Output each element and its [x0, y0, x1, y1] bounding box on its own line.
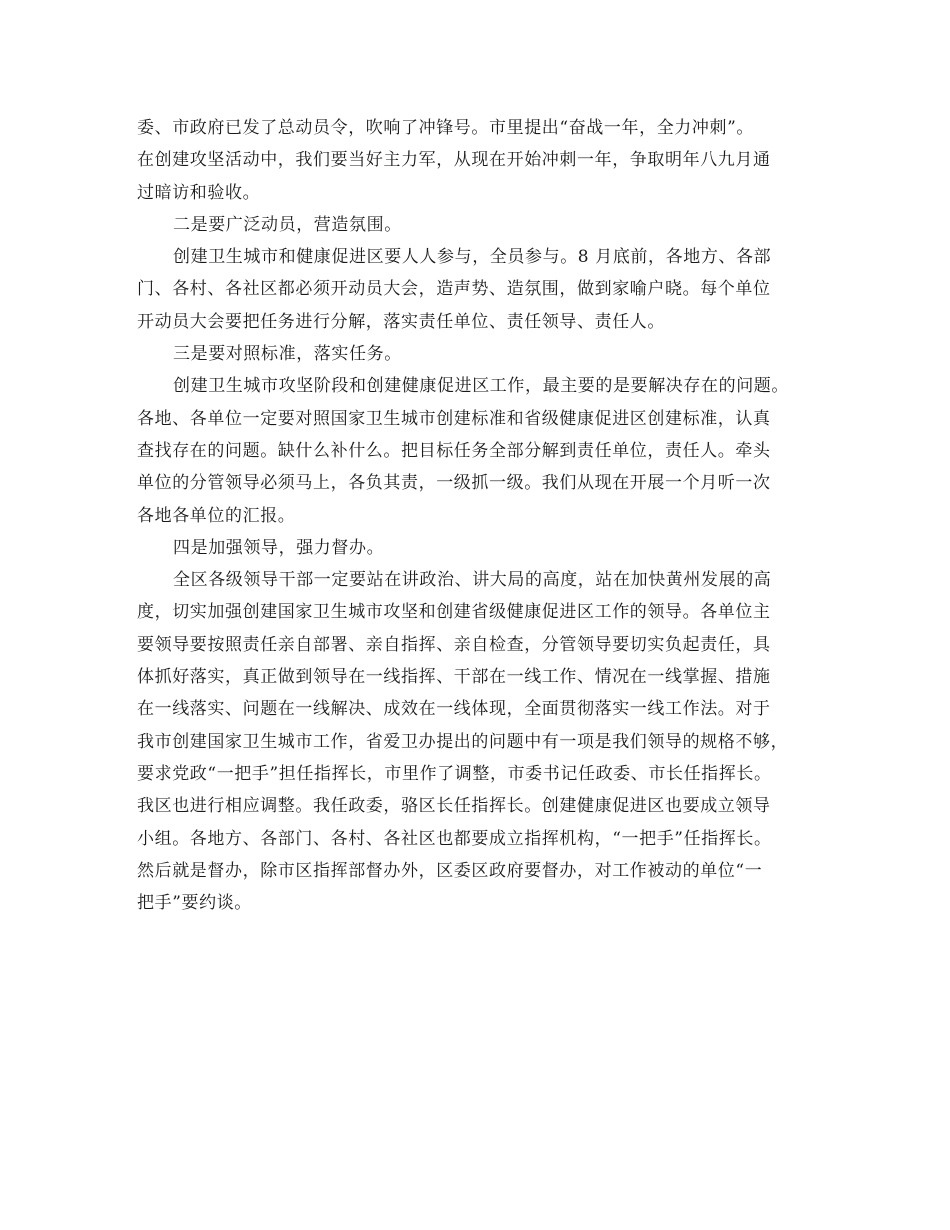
- text-line: 体抓好落实，真正做到领导在一线指挥、干部在一线工作、情况在一线掌握、措施: [137, 667, 771, 688]
- section-heading: [137, 338, 817, 370]
- text-line: 各地各单位的汇报。: [137, 505, 296, 526]
- text-line: 我区也进行相应调整。我任政委，骆区长任指挥长。创建健康促进区也要成立领导: [137, 796, 771, 817]
- text-line: 然后就是督办，除市区指挥部督办外，区委区政府要督办，对工作被动的单位“一: [137, 860, 763, 881]
- text-line: 度，切实加强创建国家卫生城市攻坚和创建省级健康促进区工作的领导。各单位主: [137, 602, 771, 623]
- text-line: 四是加强领导，强力督办。: [173, 537, 385, 558]
- paragraph: [137, 112, 817, 209]
- text-line: 要求党政“一把手”担任指挥长，市里作了调整，市委书记任政委、市长任指挥长。: [137, 763, 772, 784]
- text-line: 要领导要按照责任亲自部署、亲自指挥、亲自检查，分管领导要切实负起责任，具: [137, 634, 771, 655]
- text-line: 我市创建国家卫生城市工作，省爱卫办提出的问题中有一项是我们领导的规格不够，: [137, 731, 789, 752]
- text-line: 二是要广泛动员，营造氛围。: [173, 214, 402, 235]
- text-line: 在创建攻坚活动中，我们要当好主力军，从现在开始冲刺一年，争取明年八九月通: [137, 150, 771, 171]
- paragraph: [137, 370, 817, 531]
- text-line: 创建卫生城市攻坚阶段和创建健康促进区工作，最主要的是要解决存在的问题。: [173, 376, 789, 397]
- paragraph: [137, 241, 817, 338]
- text-line: 全区各级领导干部一定要站在讲政治、讲大局的高度，站在加快黄州发展的高: [173, 570, 772, 591]
- text-line: 创建卫生城市和健康促进区要人人参与，全员参与。8 月底前，各地方、各部: [173, 247, 772, 268]
- text-line: 委、市政府已发了总动员令，吹响了冲锋号。市里提出“奋战一年，全力冲刺”。: [137, 118, 754, 138]
- text-line: 在一线落实、问题在一线解决、成效在一线体现，全面贯彻落实一线工作法。对于: [137, 699, 771, 720]
- text-line: 单位的分管领导必须马上，各负其责，一级抓一级。我们从现在开展一个月听一次: [137, 473, 771, 494]
- section-heading: [137, 532, 817, 564]
- text-line: 过暗访和验收。: [137, 182, 261, 203]
- text-line: 三是要对照标准，落实任务。: [173, 344, 402, 365]
- text-line: 门、各村、各社区都必须开动员大会，造声势、造氛围，做到家喻户晓。每个单位: [137, 279, 771, 300]
- paragraph: [137, 564, 817, 919]
- document-page: [137, 112, 817, 919]
- text-line: 把手”要约谈。: [137, 893, 252, 914]
- text-line: 开动员大会要把任务进行分解，落实责任单位、责任领导、责任人。: [137, 311, 665, 332]
- text-line: 小组。各地方、各部门、各村、各社区也都要成立指挥机构，“一把手”任指挥长。: [137, 828, 772, 849]
- text-line: 各地、各单位一定要对照国家卫生城市创建标准和省级健康促进区创建标准，认真: [137, 408, 771, 429]
- text-line: 查找存在的问题。缺什么补什么。把目标任务全部分解到责任单位，责任人。牵头: [137, 440, 771, 461]
- section-heading: [137, 209, 817, 241]
